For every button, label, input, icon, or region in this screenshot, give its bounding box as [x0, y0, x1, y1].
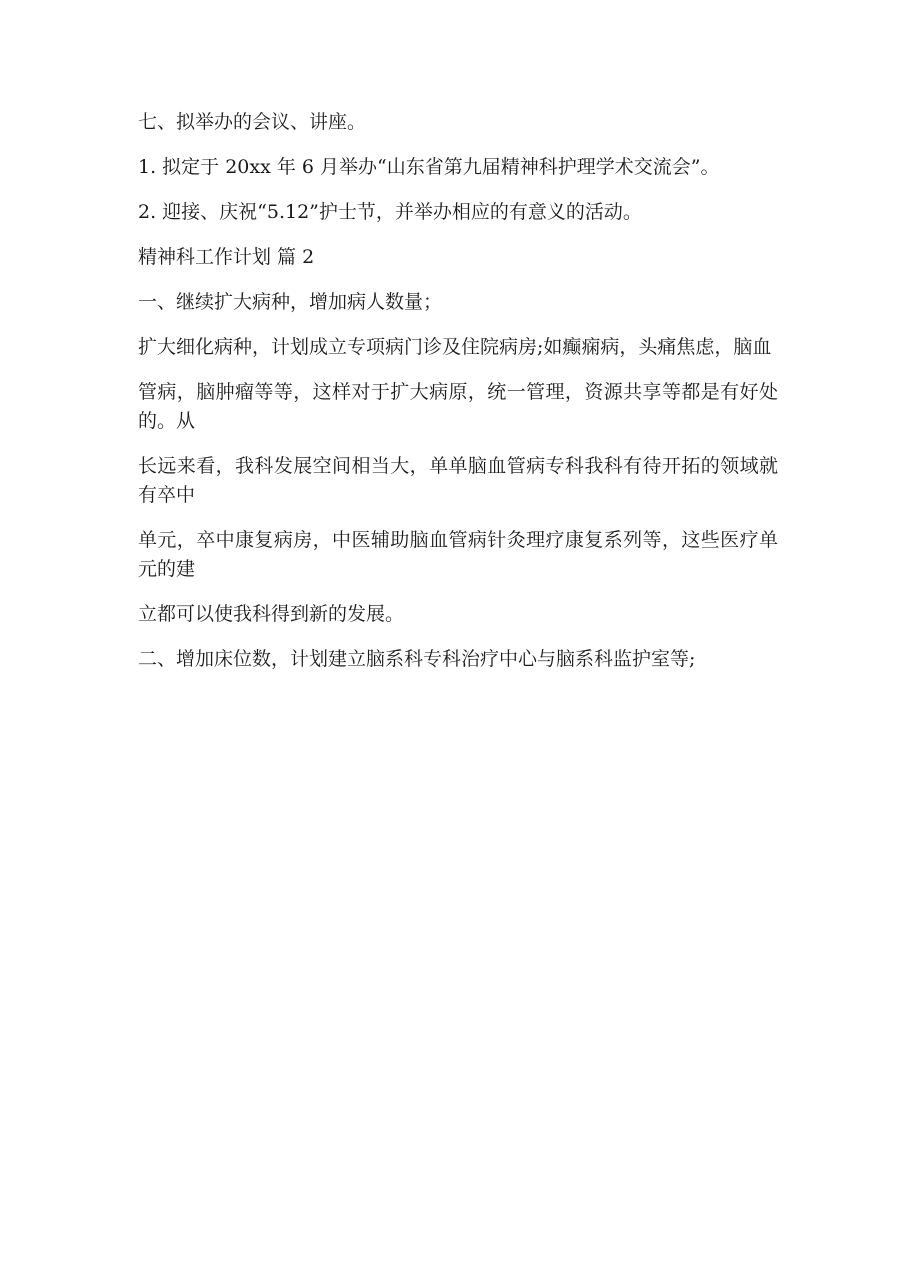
body-paragraph: 单元，卒中康复病房，中医辅助脑血管病针灸理疗康复系列等，这些医疗单元的建: [138, 529, 778, 580]
section-heading-1: 一、继续扩大病种，增加病人数量；: [138, 291, 443, 313]
list-item-2: 2. 迎接、庆祝“5.12”护士节，并举办相应的有意义的活动。: [138, 201, 642, 223]
list-item-1: 1. 拟定于 20xx 年 6 月举办“山东省第九届精神科护理学术交流会”。: [138, 156, 720, 178]
body-paragraph: 扩大细化病种，计划成立专项病门诊及住院病房;如癫痫病，头痛焦虑，脑血: [138, 336, 772, 358]
body-paragraph: 长远来看，我科发展空间相当大，单单脑血管病专科我科有待开拓的领域就有卒中: [138, 455, 778, 506]
part-title: 精神科工作计划 篇 2: [138, 246, 315, 268]
section-heading-meetings: 七、拟举办的会议、讲座。: [138, 111, 367, 133]
section-heading-2: 二、增加床位数，计划建立脑系科专科治疗中心与脑系科监护室等;: [138, 648, 696, 670]
body-paragraph: 立都可以使我科得到新的发展。: [138, 603, 405, 625]
document-body: [138, 108, 778, 690]
body-paragraph: 管病，脑肿瘤等等，这样对于扩大病原，统一管理，资源共享等都是有好处的。从: [138, 381, 778, 432]
